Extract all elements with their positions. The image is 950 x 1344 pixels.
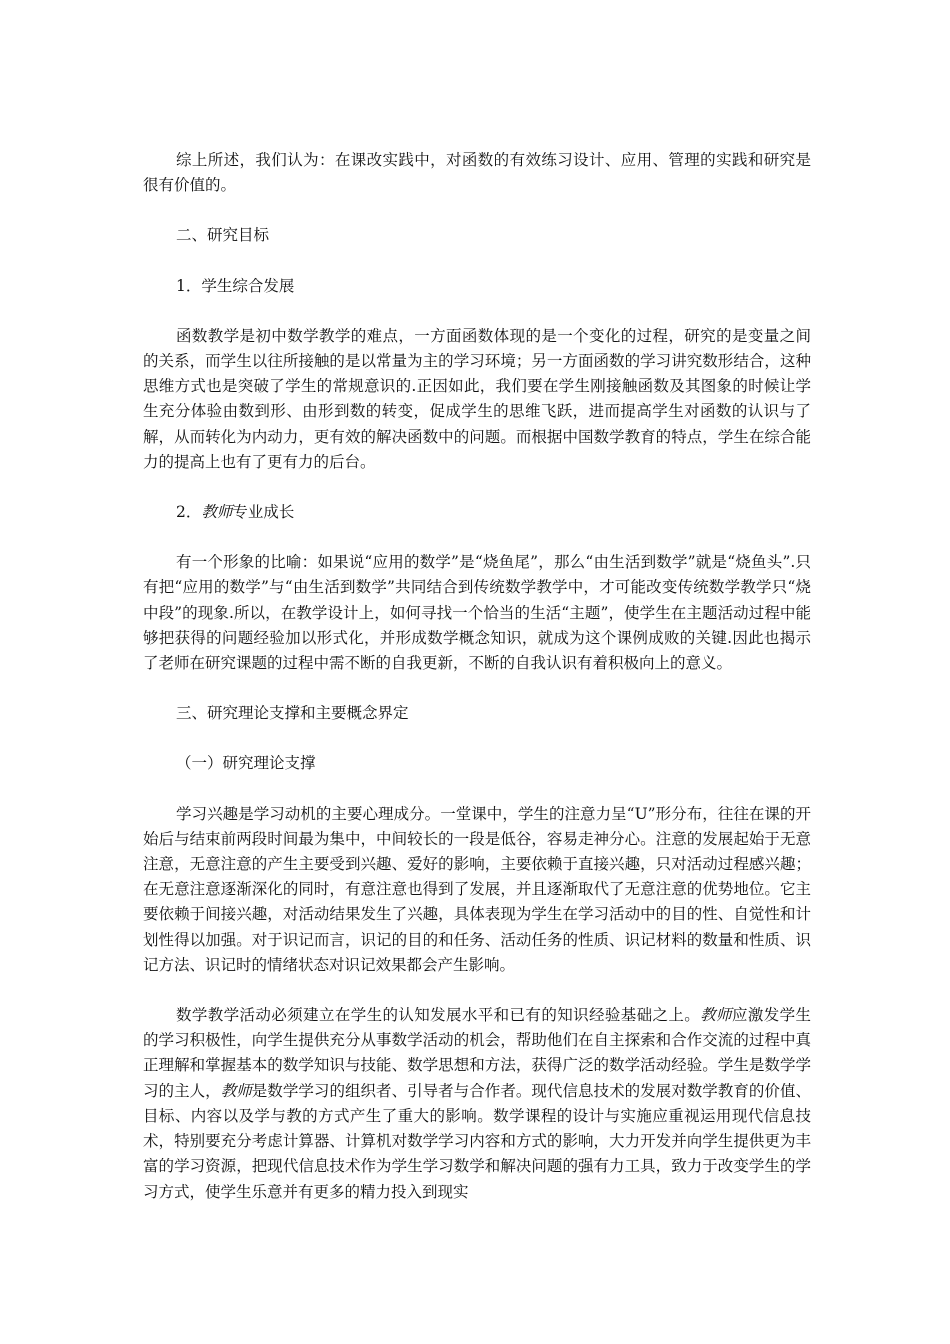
emphasis-teacher: 教师 [220, 1081, 252, 1100]
section-heading-research-goals: 二、研究目标 [176, 226, 270, 245]
subheading-student-development: 1．学生综合发展 [176, 276, 295, 295]
paragraph-learning-interest: 学习兴趣是学习动机的主要心理成分。一堂课中，学生的注意力呈“U”形分布，往往在课的开始后与结束前两段时间最为集中，中间较长的一段是低谷，容易走神分心。注意的发展起始于无意注意，无意注意的产生主要受到兴趣、爱好的影响，主要依赖于直接兴趣，只对活动过程感兴趣；在无意注意逐渐深化的同时，有意注意也得到了发展，并且逐渐取代了无意注意的优势地位。它主要依赖于间接兴趣，对活动结果发生了兴趣，具体表现为学生在学习活动中的目的性、自觉性和计划性得以加强。对于识记而言，识记的目的和任务、活动任务的性质、识记材料的数量和性质、识记方法、识记时的情绪状态对识记效果都会产生影响。 [143, 804, 811, 974]
subheading-theory-support: （一）研究理论支撑 [176, 754, 316, 773]
subheading-rest: 专业成长 [232, 503, 295, 522]
subheading-number: 2． [176, 503, 202, 522]
text-run: 数学教学活动必须建立在学生的认知发展水平和已有的知识经验基础之上。 [176, 1006, 701, 1025]
emphasis-teacher: 教师 [700, 1006, 732, 1025]
text-run: 应激发学生的学习积极性，向学生提供充分从事数学活动的机会，帮助他们在自主探索和合作交流的过程中真正理解和掌握基本的数学知识与技能、数学思想和方法，获得广泛的数学活动经验。学生是数学学习的主人， [143, 1006, 811, 1100]
subheading-emphasis: 教师 [201, 503, 233, 522]
paragraph-summary: 综上所述，我们认为：在课改实践中，对函数的有效练习设计、应用、管理的实践和研究是很有价值的。 [143, 151, 811, 195]
paragraph-math-teaching-activity [143, 1003, 811, 1205]
section-heading-theory: 三、研究理论支撑和主要概念界定 [176, 704, 409, 723]
subheading-teacher-growth [143, 500, 811, 525]
paragraph-function-teaching: 函数教学是初中数学教学的难点，一方面函数体现的是一个变化的过程，研究的是变量之间的关系，而学生以往所接触的是以常量为主的学习环境；另一方面函数的学习讲究数形结合，这种思维方式也是突破了学生的常规意识的.正因如此，我们要在学生刚接触函数及其图象的时候让学生充分体验由数到形、由形到数的转变，促成学生的思维飞跃，进而提高学生对函数的认识与了解，从而转化为内动力，更有效的解决函数中的问题。而根据中国数学教育的特点，学生在综合能力的提高上也有了更有力的后台。 [143, 326, 811, 471]
document-page [143, 148, 811, 1205]
paragraph-fish-metaphor: 有一个形象的比喻：如果说“应用的数学”是“烧鱼尾”，那么“由生活到数学”就是“烧鱼头”.只有把“应用的数学”与“由生活到数学”共同结合到传统数学教学中，才可能改变传统数学教学只“烧中段”的现象.所以，在教学设计上，如何寻找一个恰当的生活“主题”，使学生在主题活动过程中能够把获得的问题经验加以形式化，并形成数学概念知识，就成为这个课例成败的关键.因此也揭示了老师在研究课题的过程中需不断的自我更新，不断的自我认识有着积极向上的意义。 [143, 553, 811, 673]
text-run: 是数学学习的组织者、引导者与合作者。现代信息技术的发展对数学教育的价值、目标、内容以及学与教的方式产生了重大的影响。数学课程的设计与实施应重视运用现代信息技术，特别要充分考虑计算器、计算机对数学学习内容和方式的影响，大力开发并向学生提供更为丰富的学习资源，把现代信息技术作为学生学习数学和解决问题的强有力工具，致力于改变学生的学习方式，使学生乐意并有更多的精力投入到现实 [143, 1081, 811, 1201]
